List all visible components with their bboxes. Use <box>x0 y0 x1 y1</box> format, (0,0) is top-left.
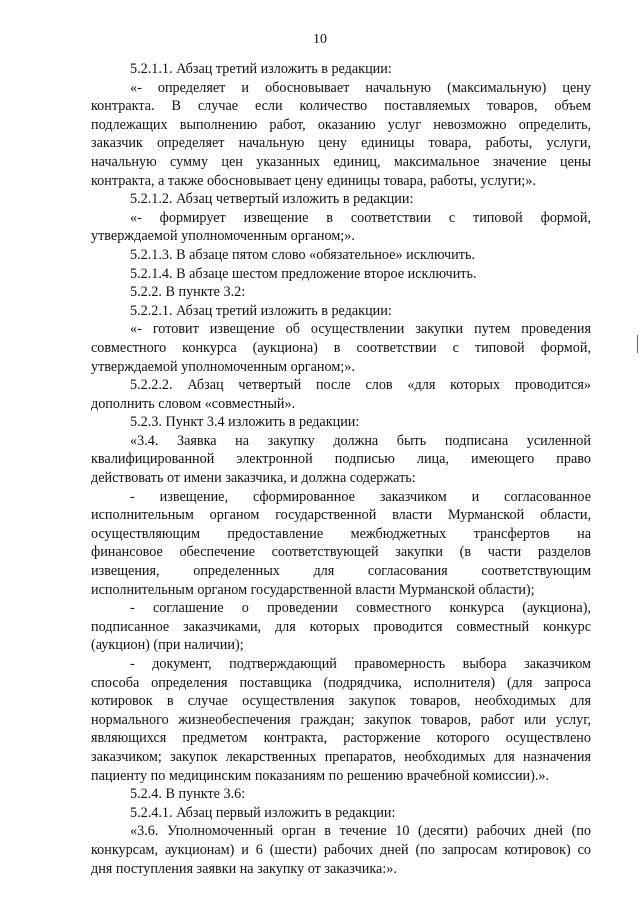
text-line: 5.2.4.1. Абзац первый изложить в редакции: <box>130 804 396 821</box>
text-line: способа определения поставщика (подрядчика, исполнителя) (для запроса <box>91 674 591 691</box>
text-line: извещения, определенных для согласования соответствующим <box>91 563 591 580</box>
text-line: 5.2.3. Пункт 3.4 изложить в редакции: <box>130 414 360 431</box>
text-line: нормального жизнеобеспечения граждан; закупок товаров, работ или услуг, <box>91 711 591 728</box>
text-line: дополнить словом «совместный». <box>91 395 296 412</box>
text-line: контракта, а также обосновывает цену единицы товара, работы, услуги;». <box>91 172 536 189</box>
text-line: подписанное заказчиками, для которых проводится совместный конкурс <box>91 618 591 635</box>
text-line: - соглашение о проведении совместного конкурса (аукциона), <box>130 600 591 617</box>
text-line: действовать от имени заказчика, и должна содержать: <box>91 470 416 487</box>
text-line: начальную сумму цен указанных единиц, максимальное значение цены <box>91 153 591 170</box>
text-line: осуществляющим предоставление межбюджетных трансфертов на <box>91 525 591 542</box>
scan-margin-mark <box>637 335 638 353</box>
text-line: 5.2.1.4. В абзаце шестом предложение второе исключить. <box>130 265 477 282</box>
text-line: подлежащих выполнению работ, оказанию услуг невозможно определить, <box>91 116 591 133</box>
text-line: - документ, подтверждающий правомерность выбора заказчиком <box>130 656 591 672</box>
text-line: (аукцион) (при наличии); <box>91 637 244 654</box>
text-line: «- определяет и обосновывает начальную (максимальную) цену <box>130 79 591 96</box>
text-line: котировок в случае осуществления закупок товаров, необходимых для <box>91 693 591 710</box>
text-line: заказчиком; закупок лекарственных препаратов, необходимых для назначения <box>91 748 591 765</box>
text-line: контракта. В случае если количество поставляемых товаров, объем <box>91 98 591 115</box>
text-line: «- формирует извещение в соответствии с типовой формой, <box>130 209 591 226</box>
text-line: 5.2.4. В пункте 3.6: <box>130 786 246 803</box>
text-line: пациенту по медицинским показаниям по решению врачебной комиссии).». <box>91 767 550 784</box>
text-line: 5.2.1.2. Абзац четвертый изложить в редакции: <box>130 191 414 208</box>
text-line: конкурсам, аукционам) и 6 (шести) рабочих дней (по запросам котировок) со <box>91 841 591 858</box>
text-line: «- готовит извещение об осуществлении закупки путем проведения <box>130 321 591 338</box>
text-line: квалифицированной электронной подписью лица, имеющего право <box>91 451 591 468</box>
text-line: 5.2.1.3. В абзаце пятом слово «обязательное» исключить. <box>130 246 475 263</box>
text-line: дня поступления заявки на закупку от заказчика:». <box>91 860 397 877</box>
text-line: являющихся предметом контракта, расторжение которого осуществлено <box>91 730 591 747</box>
text-line: 5.2.1.1. Абзац третий изложить в редакции: <box>130 61 392 77</box>
page-number: 10 <box>313 32 327 47</box>
text-line: совместного конкурса (аукциона) в соответствии с типовой формой, <box>91 339 591 356</box>
text-line: финансовое обеспечение соответствующей закупки (в части разделов <box>91 544 591 561</box>
text-line: «3.6. Уполномоченный орган в течение 10 (десяти) рабочих дней (по <box>130 823 591 840</box>
text-line: утверждаемой уполномоченным органом;». <box>91 358 355 375</box>
text-line: 5.2.2.1. Абзац третий изложить в редакции: <box>130 302 392 319</box>
text-line: 5.2.2. В пункте 3.2: <box>130 284 246 301</box>
text-line: - извещение, сформированное заказчиком и согласованное <box>130 488 591 505</box>
text-line: 5.2.2.2. Абзац четвертый после слов «для которых проводится» <box>130 377 591 394</box>
document-body <box>91 60 591 878</box>
text-line: заказчик определяет начальную цену единицы товара, работы, услуги, <box>91 135 591 152</box>
text-line: «3.4. Заявка на закупку должна быть подписана усиленной <box>130 432 591 449</box>
text-line: утверждаемой уполномоченным органом;». <box>91 228 355 245</box>
text-line: исполнительным органом государственной власти Мурманской области); <box>91 581 535 598</box>
text-line: исполнительным органом государственной власти Мурманской области, <box>91 507 591 524</box>
